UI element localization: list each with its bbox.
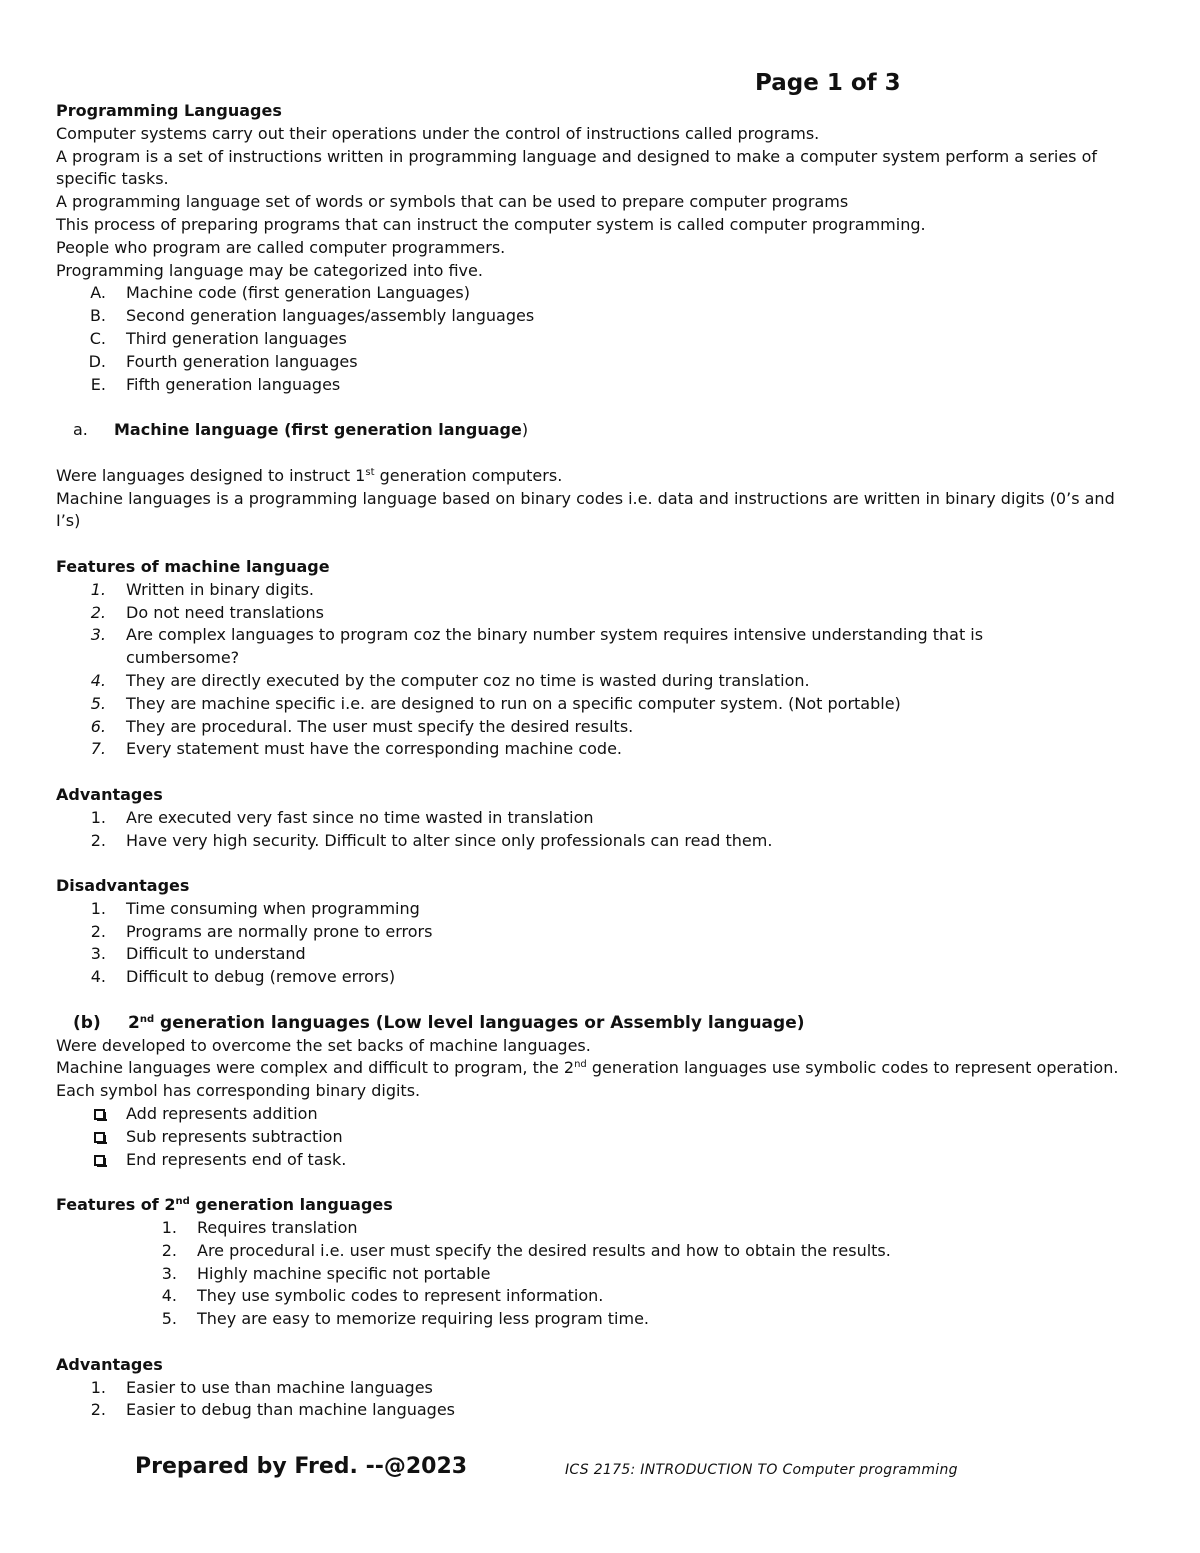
list-marker: 2. (90, 1400, 106, 1420)
paragraph: Machine languages is a programming language based on binary codes i.e. data and instructions are written in binary digits (0’s and I’s) (56, 488, 1115, 531)
subheading-advantages-machine: Advantages (56, 784, 163, 804)
list-item-text: Fifth generation languages (126, 374, 341, 394)
section-heading-text: Machine language (first generation language (114, 420, 522, 440)
list-marker: 3. (161, 1263, 177, 1283)
list-item-text: Difficult to debug (remove errors) (126, 967, 396, 987)
list-item (56, 693, 1146, 716)
text-run: generation languages use symbolic codes to represent operation. (586, 1058, 1119, 1078)
list-item (56, 670, 1146, 693)
list-item-text: Are procedural i.e. user must specify the desired results and how to obtain the results. (197, 1240, 891, 1260)
list-marker: 2. (90, 830, 106, 850)
list-item (56, 579, 1146, 602)
text-run: generation languages (189, 1195, 393, 1215)
list-item (56, 1377, 1146, 1400)
second-features-list (56, 1217, 1146, 1331)
list-marker: 2. (161, 1240, 177, 1260)
list-item (56, 1308, 1146, 1331)
list-item (56, 807, 1146, 830)
list-marker: 4. (161, 1286, 177, 1306)
machine-disadvantages-list (56, 898, 1146, 989)
list-marker: 5. (161, 1309, 177, 1329)
list-marker: 2. (90, 602, 106, 622)
subheading-features-second (56, 1194, 1146, 1217)
list-item-text: Easier to use than machine languages (126, 1377, 433, 1397)
list-item (56, 921, 1146, 944)
superscript: nd (574, 1059, 587, 1071)
superscript: nd (175, 1196, 190, 1208)
list-item-text: Programs are normally prone to errors (126, 921, 433, 941)
list-item (56, 738, 1146, 761)
list-item (56, 1149, 1146, 1172)
list-item-text: They use symbolic codes to represent information. (197, 1286, 604, 1306)
list-marker: 1. (90, 807, 106, 827)
list-item (56, 624, 1006, 670)
list-item (56, 282, 1146, 305)
list-item-text: They are easy to memorize requiring less program time. (197, 1309, 649, 1329)
page-number: Page 1 of 3 (755, 70, 901, 96)
list-item-text: They are directly executed by the computer coz no time is wasted during translation. (126, 670, 810, 690)
symbol-examples-list (56, 1103, 1146, 1171)
list-item-text: Machine code (first generation Languages) (126, 283, 470, 303)
list-marker: 1. (90, 579, 106, 599)
list-item-text: Highly machine specific not portable (197, 1263, 491, 1283)
text-run: generation computers. (374, 465, 563, 485)
list-item (56, 1103, 1146, 1126)
text-run: Features of 2 (56, 1195, 176, 1215)
list-marker: 7. (90, 739, 106, 759)
list-item (56, 328, 1146, 351)
list-item (56, 716, 1146, 739)
list-item-text: Third generation languages (126, 328, 347, 348)
list-item (56, 943, 1146, 966)
list-item-text: Are executed very fast since no time wasted in translation (126, 807, 594, 827)
paragraph: Programming language may be categorized into five. (56, 260, 483, 280)
categories-list (56, 282, 1146, 396)
list-marker: 3. (90, 625, 106, 645)
text-run: generation languages (Low level languages or Assembly language) (154, 1012, 805, 1033)
superscript: st (365, 466, 375, 478)
paragraph: A programming language set of words or symbols that can be used to prepare computer programs (56, 192, 849, 212)
list-marker: 1. (90, 898, 106, 918)
section-marker: a. (73, 420, 88, 440)
section-heading-machine-language (56, 419, 1146, 442)
machine-features-list (56, 579, 1146, 761)
list-item-text: Are complex languages to program coz the binary number system requires intensive understanding that is cumbersome? (126, 625, 984, 668)
list-item-text: Have very high security. Difficult to alter since only professionals can read them. (126, 830, 773, 850)
text-run: Were languages designed to instruct 1 (56, 465, 366, 485)
subheading-advantages-second: Advantages (56, 1354, 163, 1374)
section-title-programming-languages: Programming Languages (56, 101, 282, 120)
list-marker: 5. (90, 693, 106, 713)
list-item (56, 1263, 1146, 1286)
list-item (56, 1240, 1146, 1263)
machine-advantages-list (56, 807, 1146, 853)
list-item (56, 1399, 1146, 1422)
list-item (56, 1285, 1146, 1308)
list-item (56, 1126, 1146, 1149)
list-marker: 3. (90, 944, 106, 964)
list-marker: 1. (161, 1218, 177, 1238)
list-item-text: Fourth generation languages (126, 351, 358, 371)
list-item (56, 351, 1146, 374)
checkbox-bullet-icon (94, 1109, 105, 1120)
list-marker: E. (90, 374, 106, 394)
text-run: 2 (128, 1012, 140, 1033)
list-item-text: Sub represents subtraction (126, 1126, 343, 1146)
footer-author: Prepared by Fred. --@2023 (135, 1454, 468, 1479)
footer-course: ICS 2175: INTRODUCTION TO Computer programming (565, 1462, 958, 1478)
checkbox-bullet-icon (94, 1132, 105, 1143)
list-item (56, 898, 1146, 921)
list-item-text: They are procedural. The user must specify the desired results. (126, 716, 634, 736)
checkbox-bullet-icon (94, 1155, 105, 1166)
text-run: Machine languages were complex and difficult to program, the 2 (56, 1058, 575, 1078)
list-item-text: Add represents addition (126, 1104, 318, 1124)
list-item (56, 305, 1146, 328)
list-item-text: End represents end of task. (126, 1149, 347, 1169)
paragraph: Were developed to overcome the set backs of machine languages. (56, 1035, 591, 1055)
list-marker: 2. (90, 921, 106, 941)
list-item-text: Requires translation (197, 1218, 358, 1238)
list-item (56, 374, 1146, 397)
list-marker: D. (88, 351, 106, 371)
section-heading-second-generation (56, 1012, 1146, 1035)
document-body (56, 100, 1146, 1422)
list-item-text: Time consuming when programming (126, 898, 420, 918)
superscript: nd (139, 1013, 155, 1025)
list-marker: 6. (90, 716, 106, 736)
list-item-text: They are machine specific i.e. are designed to run on a specific computer system. (Not portable) (126, 693, 901, 713)
subheading-features-machine: Features of machine language (56, 556, 330, 576)
section-heading-close: ) (521, 420, 529, 440)
paragraph: People who program are called computer programmers. (56, 237, 506, 257)
section-marker: (b) (73, 1012, 101, 1033)
paragraph: Each symbol has corresponding binary digits. (56, 1081, 421, 1101)
second-advantages-list (56, 1377, 1146, 1423)
list-item (56, 602, 1146, 625)
paragraph: This process of preparing programs that can instruct the computer system is called computer programming. (56, 214, 926, 234)
list-item (56, 1217, 1146, 1240)
list-item-text: Difficult to understand (126, 944, 306, 964)
list-marker: A. (90, 283, 106, 303)
list-marker: 4. (90, 967, 106, 987)
list-item (56, 966, 1146, 989)
list-item-text: Written in binary digits. (126, 579, 314, 599)
paragraph: Computer systems carry out their operations under the control of instructions called programs. (56, 123, 820, 143)
subheading-disadvantages-machine: Disadvantages (56, 876, 190, 896)
list-item-text: Every statement must have the corresponding machine code. (126, 739, 622, 759)
list-marker: B. (89, 306, 106, 326)
list-item-text: Easier to debug than machine languages (126, 1400, 456, 1420)
list-item (56, 830, 1146, 853)
list-marker: C. (89, 328, 106, 348)
paragraph: A program is a set of instructions written in programming language and designed to make a computer system perform a series of specific tasks. (56, 146, 1098, 189)
paragraph (56, 1057, 1131, 1080)
list-marker: 4. (90, 670, 106, 690)
list-item-text: Second generation languages/assembly languages (126, 306, 535, 326)
paragraph (56, 465, 1146, 488)
list-item-text: Do not need translations (126, 602, 324, 622)
list-marker: 1. (90, 1377, 106, 1397)
